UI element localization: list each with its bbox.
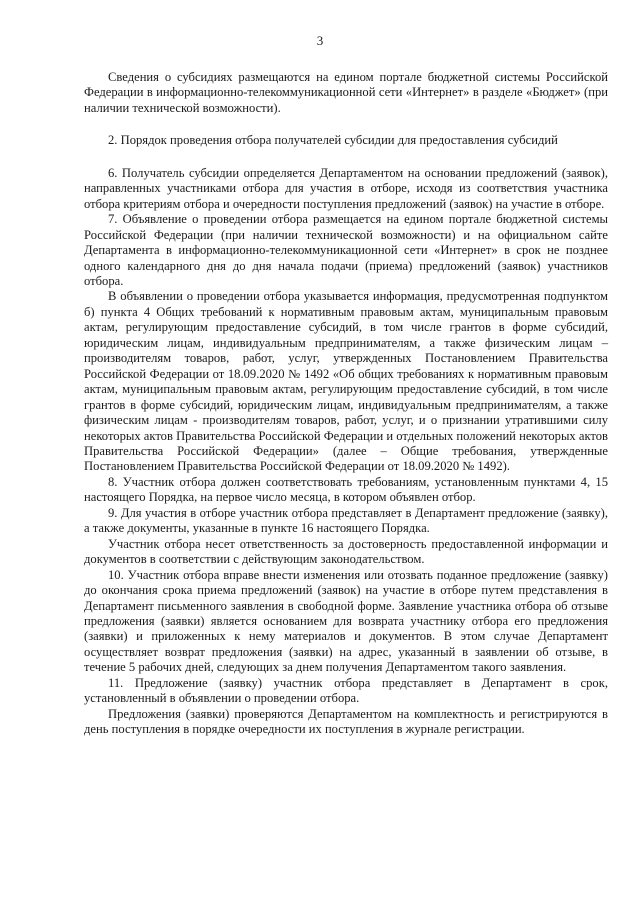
paragraph-announcement-info: В объявлении о проведении отбора указывается информация, предусмотренная подпунктом б) пункта 4 Общих требований к нормативным правовым актам, муниципальным правовым актам, регулирующим предоставление субсидий, в том числе грантов в форме субсидий, юридическим лицам, индивидуальным предпринимателям, а также физическим лицам – производителям товаров, работ, услуг, утвержденных Постановлением Правительства Российской Федерации от 18.09.2020 № 1492 «Об общих требованиях к нормативным правовым актам, муниципальным правовым актам, регулирующим предоставление субсидий, в том числе грантов в форме субсидий, юридическим лицам, индивидуальным предпринимателям, а также физическим лицам - производителям товаров, работ, услуг, и о признании утратившими силу некоторых актов Правительства Российской Федерации и отдельных положений некоторых актов Правительства Российской Федерации» (далее – Общие требования, утвержденные Постановлением Правительства Российской Федерации от 18.09.2020 № 1492). (84, 289, 608, 474)
paragraph-item-9: 9. Для участия в отборе участник отбора представляет в Департамент предложение (заявку), а также документы, указанные в пункте 16 настоящего Порядка. (84, 505, 608, 536)
page-number: 3 (316, 33, 324, 48)
section-heading: 2. Порядок проведения отбора получателей субсидии для предоставления субсидий (108, 133, 558, 148)
paragraph-item-11: 11. Предложение (заявку) участник отбора представляет в Департамент в срок, установленный в объявлении о проведении отбора. (84, 675, 608, 706)
paragraph-registration: Предложения (заявки) проверяются Департаментом на комплектность и регистрируются в день поступления в порядке очередности их поступления в журнале регистрации. (84, 706, 608, 737)
paragraph-item-10: 10. Участник отбора вправе внести изменения или отозвать поданное предложение (заявку) до окончания срока приема предложений (заявок) на участие в отборе путем представления в Департамент письменного заявления в свободной форме. Заявление участника отбора об отзыве предложения (заявки) является основанием для возврата участнику отбора его предложения (заявки) и приложенных к нему материалов и документов. В этом случае Департамент осуществляет возврат предложения (заявки) на адрес, указанный в заявлении об отзыве, в течение 5 рабочих дней, следующих за днем получения Департаментом такого заявления. (84, 567, 608, 675)
paragraph-item-8: 8. Участник отбора должен соответствовать требованиям, установленным пунктами 4, 15 настоящего Порядка, на первое число месяца, в котором объявлен отбор. (84, 474, 608, 505)
paragraph-subsidy-info: Сведения о субсидиях размещаются на едином портале бюджетной системы Российской Федерации в информационно-телекоммуникационной сети «Интернет» в разделе «Бюджет» (при наличии технической возможности). (84, 70, 608, 115)
paragraph-responsibility: Участник отбора несет ответственность за достоверность предоставленной информации и документов в соответствии с действующим законодательством. (84, 536, 608, 567)
document-body (84, 70, 608, 738)
paragraph-item-7: 7. Объявление о проведении отбора размещается на едином портале бюджетной системы Российской Федерации (при наличии технической возможности) и на официальном сайте Департамента в информационно-телекоммуникационной сети «Интернет» в срок не позднее одного календарного дня до дня начала подачи (приема) предложений (заявок) участников отбора. (84, 212, 608, 288)
paragraph-item-6: 6. Получатель субсидии определяется Департаментом на основании предложений (заявок), направленных участниками отбора для участия в отборе, исходя из соответствия участника отбора критериям отбора и очередности поступления предложений (заявок) на участие в отборе. (84, 165, 608, 211)
